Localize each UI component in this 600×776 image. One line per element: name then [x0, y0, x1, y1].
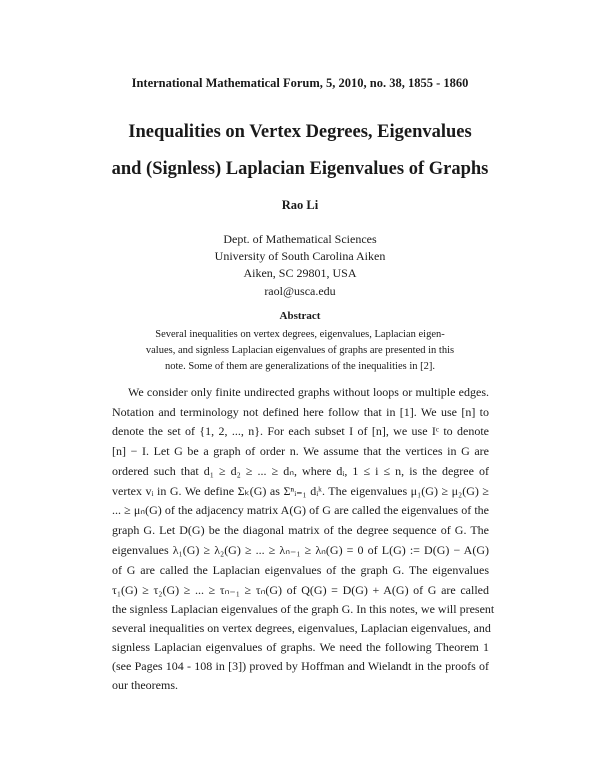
body-line: We consider only finite undirected graphs without loops or multiple edges. [128, 385, 489, 399]
affiliation-address: Aiken, SC 29801, USA [243, 266, 357, 280]
author-email: raol@usca.edu [264, 284, 336, 298]
journal-header: International Mathematical Forum, 5, 2010, no. 38, 1855 - 1860 [131, 76, 469, 90]
body-line: denote the set of {1, 2, ..., n}. For each subset I of [n], we use Iᶜ to denote [112, 424, 489, 438]
body-line: of G are called the Laplacian eigenvalues of the graph G. The eigenvalues [112, 563, 489, 577]
body-line: vertex vᵢ in G. We define Σₖ(G) as Σⁿᵢ₌₁ dᵢᵏ. The eigenvalues μ₁(G) ≥ μ₂(G) ≥ [112, 484, 489, 498]
affiliation-university: University of South Carolina Aiken [214, 249, 386, 263]
body-line: eigenvalues λ₁(G) ≥ λ₂(G) ≥ ... ≥ λₙ₋₁ ≥ λₙ(G) = 0 of L(G) := D(G) − A(G) [112, 543, 489, 557]
body-line: several inequalities on vertex degrees, eigenvalues, Laplacian eigenvalues, and [112, 621, 491, 635]
paper-title-line-1: Inequalities on Vertex Degrees, Eigenvalues [128, 122, 472, 142]
abstract-line: Several inequalities on vertex degrees, eigenvalues, Laplacian eigen- [155, 329, 445, 340]
abstract-line: values, and signless Laplacian eigenvalues of graphs are presented in this [145, 345, 455, 356]
paper-title-line-2: and (Signless) Laplacian Eigenvalues of Graphs [111, 159, 489, 179]
author-name: Rao Li [281, 198, 319, 212]
body-line: τ₁(G) ≥ τ₂(G) ≥ ... ≥ τₙ₋₁ ≥ τₙ(G) of Q(G) = D(G) + A(G) of G are called [112, 583, 489, 597]
body-line: [n] − I. Let G be a graph of order n. We assume that the vertices in G are [112, 444, 489, 458]
abstract-line: note. Some of them are generalizations of the inequalities in [2]. [165, 361, 435, 372]
body-line: Notation and terminology not defined here follow that in [1]. We use [n] to [112, 405, 489, 419]
body-line: signless Laplacian eigenvalues of graphs. We need the following Theorem 1 [112, 640, 489, 654]
body-line: (see Pages 104 - 108 in [3]) proved by Hoffman and Wielandt in the proofs of [112, 659, 489, 673]
body-line: ordered such that d₁ ≥ d₂ ≥ ... ≥ dₙ, where dᵢ, 1 ≤ i ≤ n, is the degree of [112, 464, 489, 478]
body-line: graph G. Let D(G) be the diagonal matrix of the degree sequence of G. The [112, 523, 489, 537]
body-line: the signless Laplacian eigenvalues of the graph G. In this notes, we will present [112, 602, 495, 616]
abstract-heading: Abstract [279, 310, 321, 322]
body-line: our theorems. [112, 678, 178, 692]
body-line: ... ≥ μₙ(G) of the adjacency matrix A(G) of G are called the eigenvalues of the [112, 503, 489, 517]
affiliation-department: Dept. of Mathematical Sciences [223, 232, 377, 246]
